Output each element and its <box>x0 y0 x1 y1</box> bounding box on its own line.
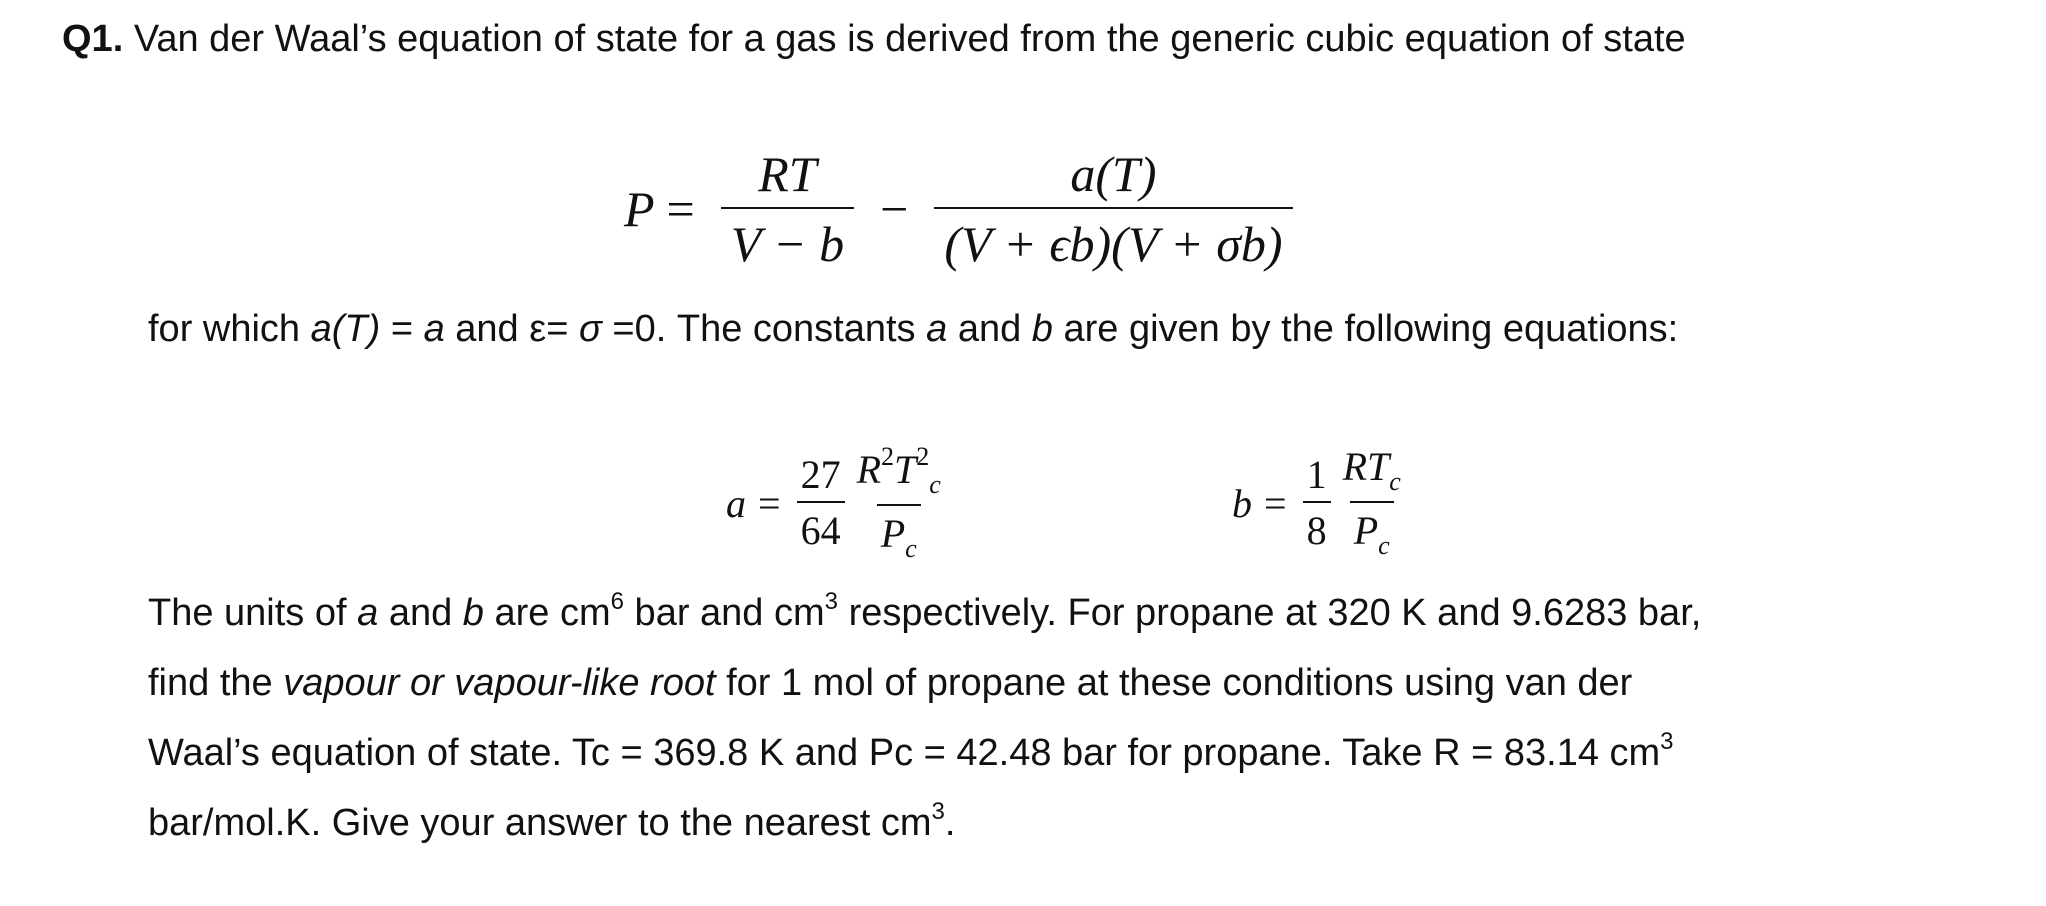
b-coef-num: 1 <box>1306 452 1327 497</box>
cubic-equation <box>624 134 1307 284</box>
body-line-3 <box>148 718 1980 788</box>
a-P-sub: c <box>905 534 917 563</box>
l2-b: for 1 mol of propane at these conditions using van der <box>715 662 1633 704</box>
b-lhs: b <box>1232 480 1252 526</box>
l1-c: are cm <box>483 592 611 634</box>
attraction-fraction <box>934 146 1292 272</box>
a-R-sq: 2 <box>881 442 894 471</box>
b-T-sub: c <box>1389 467 1401 496</box>
b-equals: = <box>1264 480 1287 526</box>
a-coefficient-fraction <box>797 452 845 553</box>
l1-e: respectively. For propane at 320 K and 9.6283 bar, <box>838 592 1702 634</box>
cond-t2: = <box>380 308 424 350</box>
cond-sigma: σ <box>578 308 602 350</box>
b-coef-den: 8 <box>1303 501 1331 551</box>
condition-text <box>148 294 1678 364</box>
l1-ai: a <box>357 592 379 634</box>
l2-it: vapour or vapour-like root <box>283 662 716 704</box>
b-variable-fraction <box>1339 444 1405 560</box>
l4-b: . <box>944 802 956 844</box>
body-line-4 <box>148 788 1980 858</box>
l1-d: bar and cm <box>624 592 825 634</box>
eq-minus: − <box>880 181 909 237</box>
b-coefficient-fraction <box>1303 452 1331 553</box>
problem-body <box>148 578 1980 858</box>
l1-sup3: 3 <box>824 588 839 615</box>
l1-sup6: 6 <box>610 588 624 615</box>
a-variable-fraction <box>853 444 945 562</box>
body-line-2 <box>148 648 1980 718</box>
cond-t6: are given by the following equations: <box>1052 308 1679 350</box>
l2-a: find the <box>148 662 284 704</box>
intro-text: Van der Waal’s equation of state for a gas is derived from the generic cubic equation of state <box>133 18 1686 60</box>
cond-t4: =0. The constants <box>601 308 927 350</box>
cond-a: a <box>423 308 445 350</box>
a-P: P <box>880 511 906 556</box>
b-constant-equation <box>1232 438 1409 568</box>
b-P-sub: c <box>1378 531 1390 560</box>
cond-a2: a <box>926 308 948 350</box>
a-var-den <box>877 504 921 562</box>
question-number: Q1. <box>62 18 124 60</box>
cond-t3: and ε= <box>444 308 579 350</box>
cond-t1: for which <box>148 308 311 350</box>
body-line-1 <box>148 578 1980 648</box>
cond-aT: a(T) <box>310 308 381 350</box>
b-var-den <box>1350 501 1394 559</box>
a-T-sub: c <box>929 470 941 499</box>
a-constant-equation <box>726 438 949 568</box>
a-coef-den: 64 <box>797 501 845 551</box>
cond-t5: and <box>947 308 1032 350</box>
eq-equals: = <box>666 181 695 237</box>
rt-fraction <box>721 146 854 272</box>
l4-sup: 3 <box>931 798 945 825</box>
a-coef-num: 27 <box>800 452 841 497</box>
l1-bi: b <box>462 592 484 634</box>
a-T: T <box>894 447 917 492</box>
l3-sup: 3 <box>1660 728 1674 755</box>
a-R: R <box>856 447 881 492</box>
a-equals: = <box>758 480 781 526</box>
a-lhs: a <box>726 480 746 526</box>
l3-a: Waal’s equation of state. Tc = 369.8 K and Pc = 42.48 bar for propane. Take R = 83.14 cm <box>148 732 1661 774</box>
eq-lhs: P <box>624 181 655 237</box>
cond-b: b <box>1031 308 1053 350</box>
rt-denominator: V − b <box>721 207 854 269</box>
rt-numerator: RT <box>758 146 817 202</box>
l1-a: The units of <box>148 592 358 634</box>
b-RT: RT <box>1342 444 1390 489</box>
l4-a: bar/mol.K. Give your answer to the nearest cm <box>148 802 932 844</box>
a-var-num <box>853 444 945 504</box>
b-P: P <box>1353 508 1379 553</box>
l1-b: and <box>378 592 463 634</box>
attraction-denominator: (V + ϵb)(V + σb) <box>934 207 1292 269</box>
b-var-num <box>1339 444 1405 501</box>
question-intro <box>62 4 1686 74</box>
a-T-sq: 2 <box>916 442 930 471</box>
attraction-numerator: a(T) <box>1070 146 1157 202</box>
